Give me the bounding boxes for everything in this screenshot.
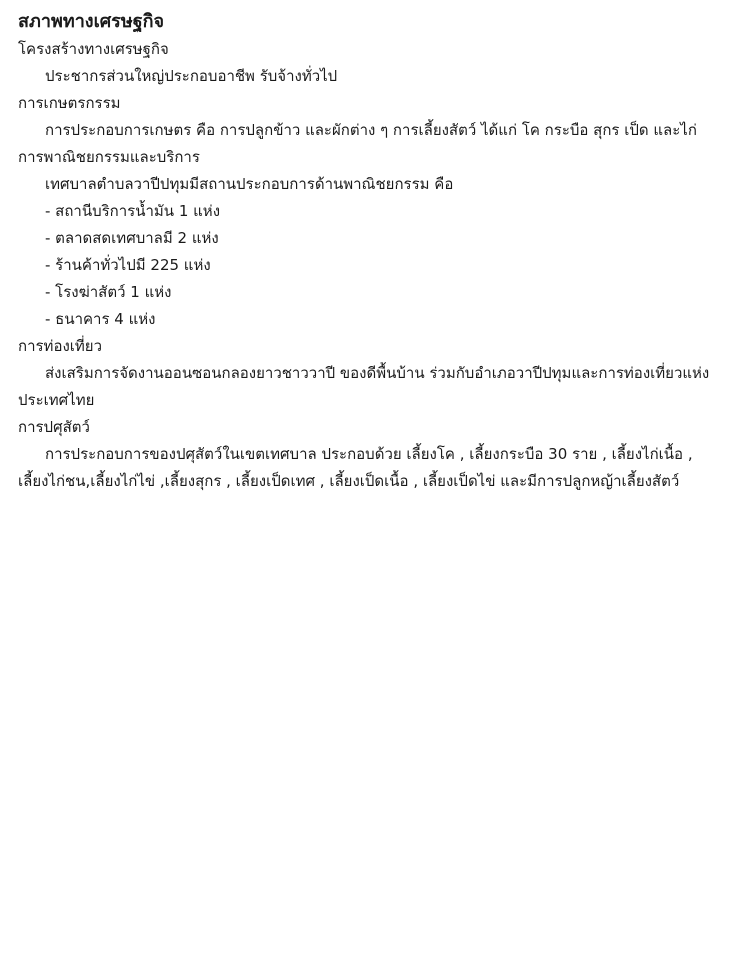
list-item: - ตลาดสดเทศบาลมี 2 แห่ง: [45, 229, 219, 247]
section-heading-tourism: การท่องเที่ยว: [18, 337, 103, 355]
section-intro-commerce: เทศบาลตำบลวาปีปทุมมีสถานประกอบการด้านพาณิชยกรรม คือ: [45, 175, 454, 193]
section-heading-structure: โครงสร้างทางเศรษฐกิจ: [18, 40, 169, 58]
section-heading-livestock: การปศุสัตว์: [18, 418, 90, 436]
list-item: - โรงฆ่าสัตว์ 1 แห่ง: [45, 283, 172, 301]
list-item: - ร้านค้าทั่วไปมี 225 แห่ง: [45, 256, 211, 274]
list-item: - สถานีบริการน้ำมัน 1 แห่ง: [45, 202, 221, 220]
list-item: - ธนาคาร 4 แห่ง: [45, 310, 156, 328]
section-text-livestock: การประกอบการของปศุสัตว์ในเขตเทศบาล ประกอบด้วย เลี้ยงโค , เลี้ยงกระบือ 30 ราย , เลี้ยงไก่เนื้อ , เลี้ยงไก่ชน,เลี้ยงไก่ไข่ ,เลี้ยงสุกร , เลี้ยงเป็ดเทศ , เลี้ยงเป็ดเนื้อ , เลี้ยงเป็ดไข่ และมีการปลูกหญ้าเลี้ยงสัตว์: [18, 445, 693, 490]
commerce-list: [18, 198, 722, 333]
section-text-agriculture: การประกอบการเกษตร คือ การปลูกข้าว และผักต่าง ๆ การเลี้ยงสัตว์ ได้แก่ โค กระบือ สุกร เป็ด และไก่: [45, 121, 697, 139]
section-text-tourism: ส่งเสริมการจัดงานออนซอนกลองยาวชาววาปี ของดีพื้นบ้าน ร่วมกับอำเภอวาปีปทุมและการท่องเที่ยวแห่งประเทศไทย: [18, 364, 710, 409]
section-heading-commerce: การพาณิชยกรรมและบริการ: [18, 148, 200, 166]
section-heading-agriculture: การเกษตรกรรม: [18, 94, 121, 112]
document-title: สภาพทางเศรษฐกิจ: [18, 11, 165, 32]
section-text-structure: ประชากรส่วนใหญ่ประกอบอาชีพ รับจ้างทั่วไป: [45, 67, 338, 85]
